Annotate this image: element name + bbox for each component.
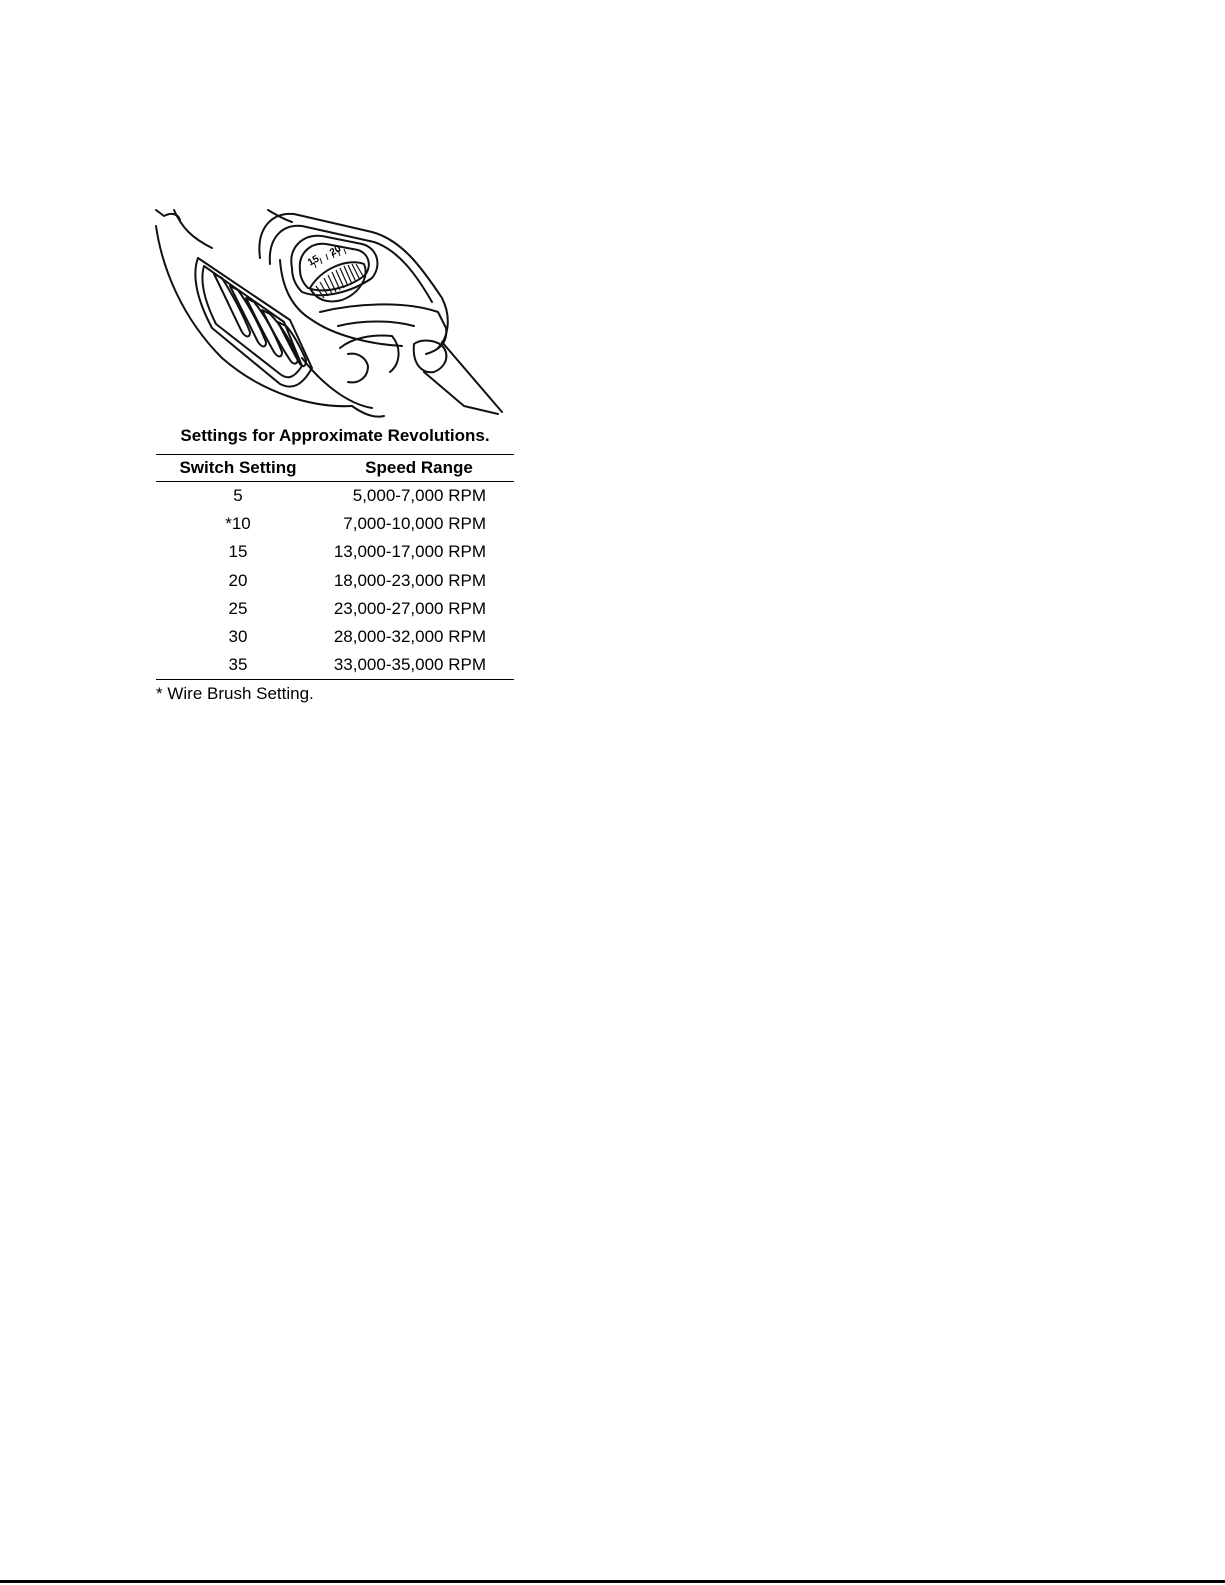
- speed-settings-table: [156, 454, 514, 680]
- wire-brush-footnote: * Wire Brush Setting.: [156, 684, 314, 703]
- dial-label-20: 20: [328, 243, 344, 259]
- table-row: [156, 482, 514, 511]
- switch-setting-cell: 25: [228, 598, 248, 618]
- switch-setting-cell: 35: [156, 651, 320, 680]
- table-row: [156, 538, 514, 566]
- speed-range-cell: 23,000-27,000 RPM: [333, 598, 486, 618]
- speed-range-cell: 7,000-10,000 RPM: [343, 514, 486, 534]
- dial-label-15: 15: [306, 253, 322, 269]
- switch-setting-cell: 30: [228, 627, 248, 647]
- switch-setting-cell: 5: [233, 486, 243, 506]
- table-row: [156, 595, 514, 623]
- speed-range-cell: 33,000-35,000 RPM: [320, 651, 514, 680]
- table-caption: Settings for Approximate Revolutions.: [180, 426, 490, 445]
- speed-range-cell: 13,000-17,000 RPM: [333, 542, 486, 562]
- switch-setting-cell: *10: [225, 514, 251, 534]
- header-switch-setting: Switch Setting: [156, 455, 320, 482]
- page-bottom-rule: [0, 1580, 1225, 1583]
- table-row: [156, 510, 514, 538]
- rotary-tool-speed-dial-illustration: [152, 208, 504, 418]
- table-row: [156, 567, 514, 595]
- header-speed-range: Speed Range: [320, 455, 514, 482]
- speed-range-cell: 18,000-23,000 RPM: [333, 570, 486, 590]
- table-header-row: [156, 455, 514, 482]
- switch-setting-cell: 20: [228, 570, 248, 590]
- switch-setting-cell: 15: [228, 542, 248, 562]
- table-row: [156, 623, 514, 651]
- table-row: [156, 651, 514, 680]
- speed-range-cell: 28,000-32,000 RPM: [333, 627, 486, 647]
- speed-range-cell: 5,000-7,000 RPM: [352, 486, 486, 506]
